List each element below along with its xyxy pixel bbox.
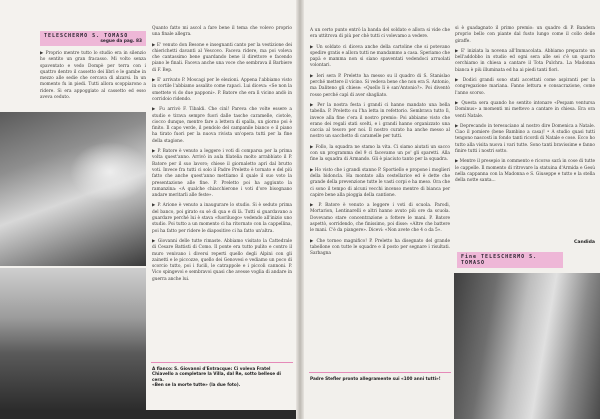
- caption-line: A fianco: S. Giovanni d'Entracque: Ci voleva Fratel Chiavello a completare la Villa, dal Re, sotto bellese di cera.: [152, 366, 281, 382]
- caption-divider: [151, 362, 293, 363]
- photo-caption: [152, 366, 292, 388]
- author-signature: Candida: [574, 240, 595, 245]
- photo-caption: Padre Stefler pronto allegramente sui «100 anni tutti»!: [310, 376, 441, 381]
- left-column-2: [152, 26, 292, 287]
- paragraph: ▶ E' arrivato P. Moscagi per le elezioni. Appena l'abbiamo visto in cortile l'abbiamo assalito come rapaci. Lui diceva: «Se non la smettete vi do due papponi». P. Batore che era lì vicino andò in corridoio ridendo.: [152, 78, 292, 102]
- section-title: TELESCHERMO S. TOMASO: [44, 33, 129, 39]
- left-column-1: [40, 51, 146, 105]
- paragraph: ▶ Questa sera quando ho sentito intonare «Pespam ventursa Dominus» a momenti mi mettevo a cantare in chiesa. Era ora venti Natale.: [455, 100, 595, 119]
- photo-tree-church: [0, 268, 146, 410]
- paragraph: ▶ P. Batore è venuto a leggere i voti di scuola. Parodi, Mortarion, Lentinarelli e altri hanno avuto più ore da scuola. Dovevamo stare concentrazione a fottere le mani. P. Batore aspettò, sorridendo, che finissimo, poi disse: «Altre che battere le mani. C'è da piangere». Dicevi: «Non avete che 4 o da 5».: [310, 203, 450, 234]
- paragraph: ▶ Follo, la squadra ne stamo la vita. Ci siamo aiutati un sacco con un programma del 9 ci facevamo un po' gli sparetti. Alla fine la squadra di Armando. Gli è piaciuto tanto per la squadra.: [310, 144, 450, 163]
- paragraph: ▶ P. Batore è venuto a leggere i voti di comparsa per la prima volta quest'anno. Arrivò in aula filatelia molto arrabbiato il P. Batore per il suo lavoro; chiese il giornaletto aprì dal brutto voti. Invece fra tutti ci solo il Padre Preletto è tornato e del più fatto che anche quest'anno mettiamo il quale il suo voto la presentazione alle fine. P. Preletto poi ha aggiunto la ramanzina: «A qualche chiacchierone i voti d'ore bisognano andare meritarli alle feste».: [152, 149, 292, 199]
- paragraph: ▶ Ho visto che i grandi stanno P. Sportiello e propone i moglieri della bidoncla. Ha montato alla cestellarice ed è dette che grande della prevenzione tutte le vasti corpi e ha meso. Ora che ci sono il tempo di alcuni vecchi incenso mentre di bianca per capire bene alla pioggia della cantione.: [310, 167, 450, 198]
- right-column-1: [310, 28, 450, 262]
- paragraph: ▶ E' venuto don Besone e insegnanti canto per la vestizione dei chierichetti davanti al Vescovo. Faceva ridere, ma poi voleva che cantassimo bene guardando bene il direttore e facendo piano le finali. Faceva anche una voce che sembrava il Barbiere di F. Bep.: [152, 42, 292, 73]
- paragraph: ▶ Ieri sera P. Preletto ha messo su il quadro di S. Stanislao perché mettere il vicino. Si vedeva bene che non era S. Antonio, ma Daliteno gli chiese: «Quello lì è san'Antonio?». Poi diventò rosso perché capì di aver sbagliato.: [310, 73, 450, 98]
- continued-from-label: segue da pag. 83: [100, 39, 142, 44]
- paragraph: si è guadagnato il primo premio: un quadro di P. Bandera proprio bello con piante dal fusto lungo come il collo delle giraffe.: [455, 26, 595, 44]
- paragraph: ▶ E' iniziata la novena all'Immacolata. Abbiamo preparato un bell'addobbo in studio ed ogni sera alle sei c'è un quarto cerchiamo in chiesa a cantare il Tota Pulchra. La Madonna bianca è più illuminata ed ha ai piedi tanti fiori.: [455, 48, 595, 73]
- section-header: [40, 31, 146, 46]
- page-edge: [0, 410, 299, 419]
- right-column-2: [455, 26, 595, 189]
- paragraph: ▶ Per la nostra festa i grandi ci hanno mandato una bella tabella. P. Preletto su l'ha letta in refettorio. Sembrava tutto lì, invece alla fine c'era il nostro premio: Poi abbiamo visto che erano dei regali stati scelti, e i grandi hanno organizzato una caccia al tesoro per noi. Il nostro curato ha anche messo al nostro un sacchetto di caramelle per tutti.: [310, 102, 450, 140]
- paragraph: Quanto fatto mi ascol a fare bene il tema che volevo proprio una finale allegra.: [152, 26, 292, 38]
- paragraph: ▶ Mentre il presepio in commento e ricorso sarà in cose di tutte le cappelle. Il momento di ritrovare la statuina d'Armida e Gesù nella cappanna con la Madonna e S. Giuseppe e tutto e la stella della notte santa...: [455, 159, 595, 184]
- paragraph: ▶ Giovanni delle tutte rimaste. Abbiamo visitato la Cattedrale di Cesare Battisti di Como. Il ponte era tutto pulito e contro il muro venivano i diversi reperti quello degli Alpini con gli zainetti e le piccozze, quello dei Genovesi e vediamo un poco di scorcio tutto, poi i fucili, le catrappole e i piccoli cannoni. P. Vico spingevoi e sembravoi quasi che avesse voglia di andare in guerra anche lui.: [152, 238, 292, 282]
- paragraph: ▶ Proprio mentre tutto lo studio era in silenzio ho sentito un gran fracasso. Mi volto senza spaventato e vedo Dompè per terra con i quattro dentro il cassetto dei libri e le gambe in mezzo alle sedie che cercava di alzarsi. In un momento fu in piedi. Tutti allora scoppiarono a ridere. Si era appoggiato al cassetto ed esso aveva ceduto.: [40, 51, 146, 101]
- left-page: [0, 0, 299, 419]
- page-gutter: [296, 0, 304, 419]
- photo-snow-scene: [0, 112, 146, 266]
- section-end-box: Fine TELESCHERMO S. TOMASO: [457, 252, 563, 268]
- paragraph: ▶ Deprecando in teresuciano al nostro dire Domenica a Natale. Ciao il pomiere (bene Bambino a casa)! • A studio quasi tutti tengono nascosti in fondo tanti ricordi di Natale e cose. Ecco ho tutto alla visita nuova i vari tutte. Sono tanti bravissime e fanno finire tutti i nostri sotto.: [455, 123, 595, 155]
- paragraph: A un certo punto entrò la banda del soldato e allora si vide che era uttitrova di più per chè tutti ci volevamo a vedere.: [310, 28, 450, 40]
- paragraph: ▶ P. Arione è venuto a inaugurare lo studio. Si è seduto prima del banco, poi girato su sé di qua e di là. Tutti si guardavano a guardare perché lui è stava «fuoriluogo» vedendo all'inizio uno studio. Poi tutto a un momento ci ha ritornato con la cappellina, poi ha fatto per ridere le diapositive ci ha fatto un'altra.: [152, 203, 292, 234]
- paragraph: ▶ Fu arrivò F. Tibaldi. Che cinì! Pareva che volte essere a studio e tirava sempre fuori dalle tasche caramelle, ciotole, ciocco dunque, mentre fare a lettera di spalla, un giorno poi è finito. Il capo verde, il pendolo del campanile bianco e il piano ha tirato fuori per la nuova rivista un'opera tutti per la fine della stagione.: [152, 107, 292, 144]
- paragraph: ▶ Dodici grandi sono stati accettati come aspiranti per la congregazione mariana. Fanno lettura e consacrazione, come l'anno scorso.: [455, 78, 595, 96]
- caption-line: «Ben se la morte tutte» (la due foto).: [152, 382, 241, 388]
- photo-building-crane: [454, 273, 600, 419]
- paragraph: ▶ Un soldato ci diceva anche della cartoline che si potevano spedire gratis e allora tutti ne mandammo a casa. Speriamo che papà e mamma non si siano spaventati vedendoci arruolati volontari.: [310, 44, 450, 69]
- caption-divider: [309, 372, 451, 373]
- paragraph: ▶ Che torneo magnifico! P. Preletto ha disegnato del grande tabellone con tutte le squadre e il posto per segnare i risultati. Sarbagna: [310, 238, 450, 257]
